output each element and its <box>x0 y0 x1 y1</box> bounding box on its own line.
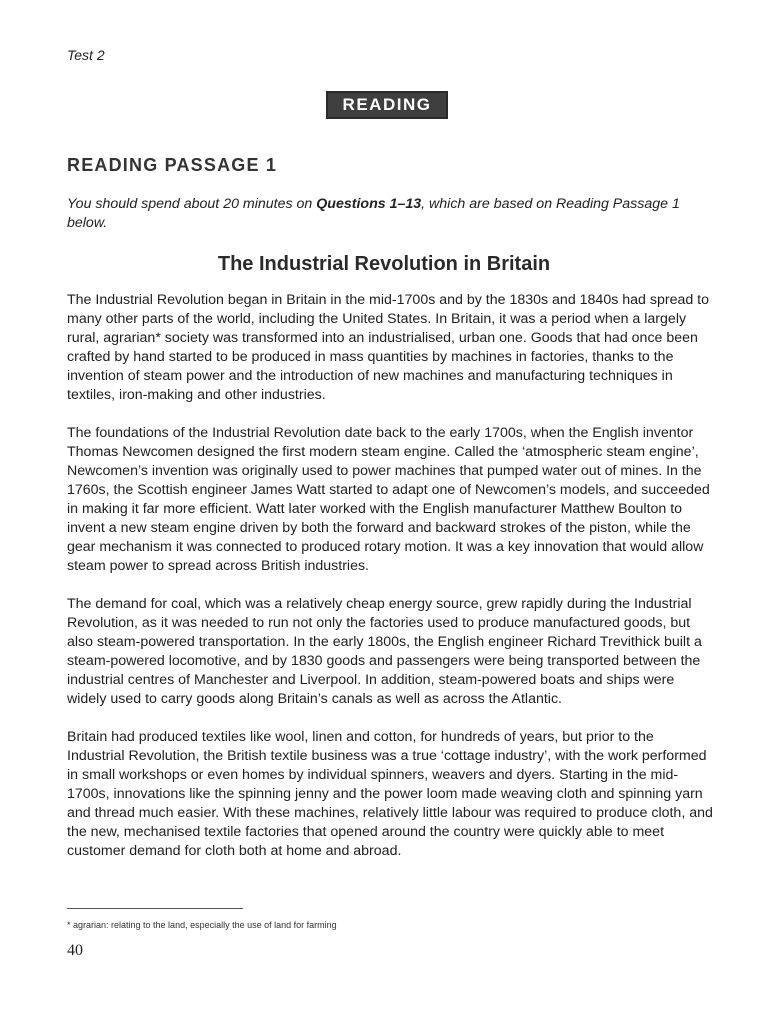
footnote-divider <box>67 908 243 909</box>
test-label: Test 2 <box>67 47 105 63</box>
section-badge: READING <box>326 91 448 119</box>
page-number: 40 <box>67 942 83 959</box>
article-body <box>67 291 715 880</box>
paragraph-3: The demand for coal, which was a relatively cheap energy source, grew rapidly during the Industrial Revolution, as it was needed to run not only the factories used to produce manufactured goods, but also steam-powered transportation. In the early 1800s, the English engineer Richard Trevithick built a steam-powered locomotive, and by 1830 goods and passengers were being transported between the industrial centres of Manchester and Liverpool. In addition, steam-powered boats and ships were widely used to carry goods along Britain’s canals as well as across the Atlantic. <box>67 596 702 707</box>
instructions-text-end: , which are based on Reading Passage 1 below. <box>67 196 680 231</box>
instructions-text-start: You should spend about 20 minutes on <box>67 196 317 212</box>
article-title: The Industrial Revolution in Britain <box>217 253 551 275</box>
instructions <box>67 195 707 233</box>
paragraph-2: The foundations of the Industrial Revolution date back to the early 1700s, when the English inventor Thomas Newcomen designed the first modern steam engine. Called the ‘atmospheric steam engine’, Newcomen’s invention was originally used to power machines that pumped water out of mines. In the 1760s, the Scottish engineer James Watt started to adapt one of Newcomen’s models, and succeeded in making it far more efficient. Watt later worked with the English manufacturer Matthew Boulton to invent a new steam engine driven by both the forward and backward strokes of the piston, while the gear mechanism it was connected to produced rotary motion. It was a key innovation that would allow steam power to spread across British industries. <box>67 425 710 574</box>
instructions-questions: Questions 1–13 <box>316 196 422 212</box>
paragraph-4: Britain had produced textiles like wool, linen and cotton, for hundreds of years, but prior to the Industrial Revolution, the British textile business was a true ‘cottage industry’, with the work performed in small workshops or even homes by individual spinners, weavers and dyers. Starting in the mid-1700s, innovations like the spinning jenny and the power loom made weaving cloth and spinning yarn and thread much easier. With these machines, relatively little labour was required to produce cloth, and the new, mechanised textile factories that opened around the country were quickly able to meet customer demand for cloth both at home and abroad. <box>67 729 713 859</box>
footnote: * agrarian: relating to the land, especially the use of land for farming <box>67 920 337 930</box>
passage-heading: READING PASSAGE 1 <box>67 155 278 175</box>
paragraph-1: The Industrial Revolution began in Britain in the mid-1700s and by the 1830s and 1840s had spread to many other parts of the world, including the United States. In Britain, it was a period when a largely rural, agrarian* society was transformed into an industrialised, urban one. Goods that had once been crafted by hand started to be produced in mass quantities by machines in factories, thanks to the invention of steam power and the introduction of new machines and manufacturing techniques in textiles, iron-making and other industries. <box>67 292 710 403</box>
